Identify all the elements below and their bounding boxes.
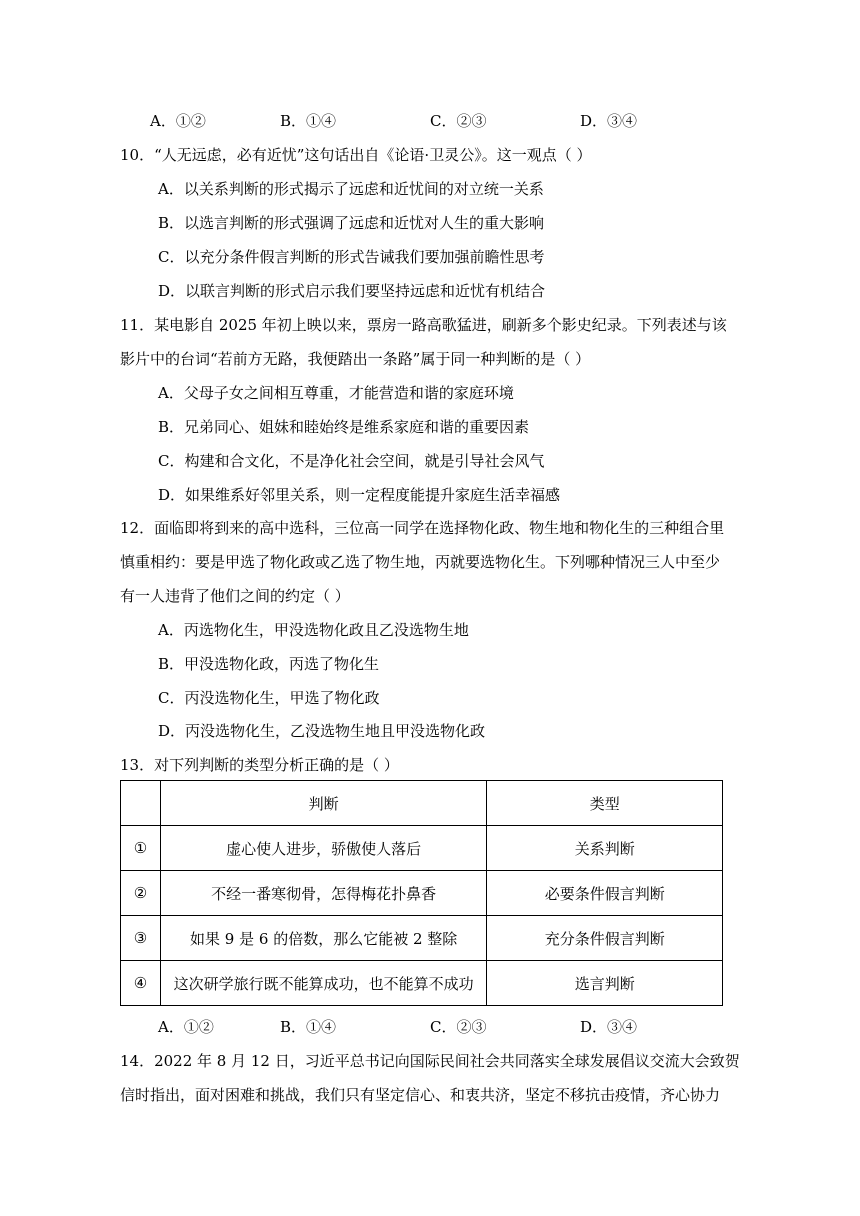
question-11-stem-line-1: 11．某电影自 2025 年初上映以来，票房一路高歌猛进，刷新多个影史纪录。下列表述与该: [120, 316, 727, 334]
table-cell: ②: [121, 871, 161, 916]
table-row: [121, 961, 723, 1006]
question-14-stem-line-2: 信时指出，面对困难和挑战，我们只有坚定信心、和衷共济，坚定不移抗击疫情，齐心协力: [120, 1086, 721, 1104]
table-cell: 关系判断: [487, 826, 723, 871]
question-10-option-a: A．以关系判断的形式揭示了远虑和近忧间的对立统一关系: [158, 180, 544, 198]
table-cell: 选言判断: [487, 961, 723, 1006]
question-12-stem-line-3: 有一人违背了他们之间的约定（ ）: [120, 587, 350, 605]
option-c: C．②③: [430, 112, 487, 130]
question-11-stem-line-2: 影片中的台词“若前方无路，我便踏出一条路”属于同一种判断的是（ ）: [120, 350, 591, 368]
table-cell: 充分条件假言判断: [487, 916, 723, 961]
table-cell: ④: [121, 961, 161, 1006]
question-13-option-d: D．③④: [580, 1018, 638, 1036]
question-13-stem: 13．对下列判断的类型分析正确的是（ ）: [120, 756, 399, 774]
table-cell: 必要条件假言判断: [487, 871, 723, 916]
option-a: A．①②: [150, 112, 206, 130]
question-12-option-b: B．甲没选物化政，丙选了物化生: [158, 655, 380, 673]
table-row: [121, 826, 723, 871]
question-11-option-d: D．如果维系好邻里关系，则一定程度能提升家庭生活幸福感: [158, 486, 561, 504]
table-cell: 虚心使人进步，骄傲使人落后: [160, 826, 486, 871]
table-header-cell: [121, 781, 161, 826]
table-cell: 不经一番寒彻骨，怎得梅花扑鼻香: [160, 871, 486, 916]
question-13-option-b: B．①④: [280, 1018, 337, 1036]
question-11-option-a: A．父母子女之间相互尊重，才能营造和谐的家庭环境: [158, 384, 514, 402]
question-12-stem-line-2: 慎重相约：要是甲选了物化政或乙选了物生地，丙就要选物化生。下列哪种情况三人中至少: [120, 553, 721, 571]
question-12-option-d: D．丙没选物化生，乙没选物生地且甲没选物化政: [158, 722, 486, 740]
option-b: B．①④: [280, 112, 337, 130]
table-cell: ①: [121, 826, 161, 871]
table-cell: ③: [121, 916, 161, 961]
question-10-option-c: C．以充分条件假言判断的形式告诫我们要加强前瞻性思考: [158, 248, 545, 266]
option-d: D．③④: [580, 112, 638, 130]
question-10-option-d: D．以联言判断的形式启示我们要坚持远虑和近忧有机结合: [158, 282, 546, 300]
question-11-option-b: B．兄弟同心、姐妹和睦始终是维系家庭和谐的重要因素: [158, 418, 530, 436]
question-13-option-a: A．①②: [158, 1018, 214, 1036]
question-11-option-c: C．构建和合文化，不是净化社会空间，就是引导社会风气: [158, 452, 545, 470]
question-14-stem-line-1: 14．2022 年 8 月 12 日，习近平总书记向国际民间社会共同落实全球发展倡议交流大会致贺: [120, 1052, 740, 1070]
question-12-option-a: A．丙选物化生，甲没选物化政且乙没选物生地: [158, 621, 469, 639]
question-10-stem: 10．“人无远虑，必有近忧”这句话出自《论语·卫灵公》。这一观点（ ）: [120, 146, 592, 164]
table-header-cell: 判断: [160, 781, 486, 826]
table-header-row: [121, 781, 723, 826]
question-13-option-c: C．②③: [430, 1018, 487, 1036]
table-cell: 这次研学旅行既不能算成功，也不能算不成功: [160, 961, 486, 1006]
table-row: [121, 871, 723, 916]
table-cell: 如果 9 是 6 的倍数，那么它能被 2 整除: [160, 916, 486, 961]
question-12-stem-line-1: 12．面临即将到来的高中选科，三位高一同学在选择物化政、物生地和物化生的三种组合里: [120, 519, 725, 537]
table-header-cell: 类型: [487, 781, 723, 826]
question-12-option-c: C．丙没选物化生，甲选了物化政: [158, 689, 380, 707]
question-10-option-b: B．以选言判断的形式强调了远虑和近忧对人生的重大影响: [158, 214, 545, 232]
table-row: [121, 916, 723, 961]
judgment-table: [120, 780, 723, 1006]
